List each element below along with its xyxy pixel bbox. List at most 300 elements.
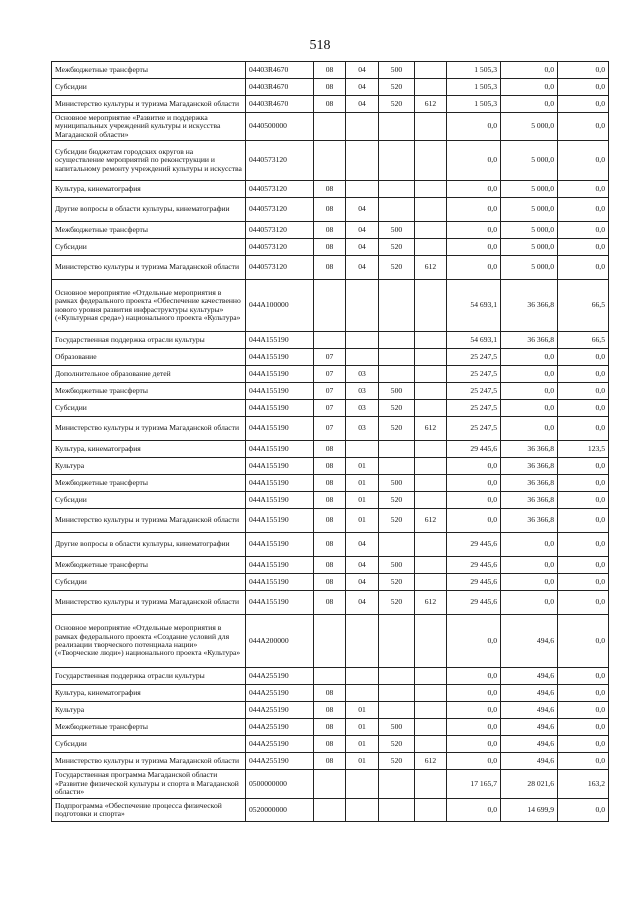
- row-subsection: 01: [346, 753, 379, 770]
- row-percent: 0,0: [558, 417, 609, 441]
- row-amount-1: 0,0: [447, 799, 501, 822]
- row-expense-type: 520: [379, 96, 415, 113]
- row-section: 07: [314, 400, 346, 417]
- row-subsection: 04: [346, 591, 379, 615]
- row-section: [314, 332, 346, 349]
- row-code: 044A155190: [246, 591, 314, 615]
- row-percent: 0,0: [558, 533, 609, 557]
- table-row: [52, 256, 609, 280]
- row-name: Субсидии: [52, 79, 246, 96]
- row-expense-type: 500: [379, 557, 415, 574]
- row-amount-2: 494,6: [501, 719, 558, 736]
- row-grbs: 612: [415, 509, 447, 533]
- table-row: [52, 349, 609, 366]
- table-row: [52, 702, 609, 719]
- row-code: 04403R4670: [246, 79, 314, 96]
- row-amount-2: 0,0: [501, 79, 558, 96]
- row-expense-type: 520: [379, 753, 415, 770]
- row-grbs: [415, 574, 447, 591]
- row-section: 08: [314, 441, 346, 458]
- row-name: Подпрограмма «Обеспечение процесса физической подготовки и спорта»: [52, 799, 246, 822]
- row-grbs: [415, 332, 447, 349]
- row-grbs: [415, 280, 447, 332]
- row-expense-type: [379, 770, 415, 799]
- row-expense-type: [379, 441, 415, 458]
- row-subsection: 03: [346, 400, 379, 417]
- row-grbs: [415, 366, 447, 383]
- row-subsection: 04: [346, 574, 379, 591]
- row-subsection: 04: [346, 96, 379, 113]
- row-code: 0500000000: [246, 770, 314, 799]
- table-row: [52, 557, 609, 574]
- row-expense-type: 520: [379, 417, 415, 441]
- table-row: [52, 280, 609, 332]
- row-subsection: 04: [346, 62, 379, 79]
- row-subsection: 01: [346, 702, 379, 719]
- row-subsection: 04: [346, 256, 379, 280]
- row-amount-2: 36 366,8: [501, 509, 558, 533]
- row-amount-1: 0,0: [447, 702, 501, 719]
- row-expense-type: [379, 332, 415, 349]
- row-section: [314, 770, 346, 799]
- row-code: 044A255190: [246, 702, 314, 719]
- row-name: Основное мероприятие «Отдельные мероприятия в рамках федерального проекта «Создание условий для реализации творческого потенциала нации» («Творческие люди») национального проекта «Культура»: [52, 615, 246, 668]
- row-amount-2: 36 366,8: [501, 441, 558, 458]
- row-name: Межбюджетные трансферты: [52, 383, 246, 400]
- row-section: 08: [314, 702, 346, 719]
- row-name: Основное мероприятие «Развитие и поддержка муниципальных учреждений культуры и искусства Магаданской области»: [52, 113, 246, 141]
- row-amount-1: 54 693,1: [447, 280, 501, 332]
- row-name: Межбюджетные трансферты: [52, 475, 246, 492]
- row-subsection: [346, 349, 379, 366]
- row-percent: 0,0: [558, 736, 609, 753]
- row-amount-1: 0,0: [447, 685, 501, 702]
- row-code: 044A155190: [246, 332, 314, 349]
- row-name: Основное мероприятие «Отдельные мероприятия в рамках федерального проекта «Обеспечение качественно нового уровня развития инфраструктуры культуры» («Культурная среда») национального проекта «Культура»: [52, 280, 246, 332]
- row-grbs: [415, 113, 447, 141]
- row-expense-type: [379, 181, 415, 198]
- row-expense-type: 520: [379, 492, 415, 509]
- row-grbs: 612: [415, 417, 447, 441]
- row-grbs: 612: [415, 256, 447, 280]
- row-expense-type: 500: [379, 383, 415, 400]
- row-amount-2: 494,6: [501, 685, 558, 702]
- row-amount-1: 25 247,5: [447, 417, 501, 441]
- row-amount-1: 0,0: [447, 198, 501, 222]
- table-body: [52, 62, 609, 822]
- budget-table: [51, 61, 609, 822]
- row-amount-2: 36 366,8: [501, 475, 558, 492]
- row-grbs: [415, 668, 447, 685]
- row-code: 044A255190: [246, 685, 314, 702]
- row-amount-1: 25 247,5: [447, 383, 501, 400]
- row-percent: 0,0: [558, 79, 609, 96]
- table-row: [52, 113, 609, 141]
- row-subsection: 03: [346, 366, 379, 383]
- row-code: 044A155190: [246, 574, 314, 591]
- row-amount-2: 5 000,0: [501, 198, 558, 222]
- row-section: 08: [314, 719, 346, 736]
- row-grbs: [415, 736, 447, 753]
- row-subsection: 04: [346, 222, 379, 239]
- row-code: 044A155190: [246, 557, 314, 574]
- row-amount-1: 0,0: [447, 719, 501, 736]
- row-amount-2: 494,6: [501, 736, 558, 753]
- table-row: [52, 383, 609, 400]
- row-percent: 0,0: [558, 366, 609, 383]
- row-expense-type: [379, 533, 415, 557]
- row-section: 08: [314, 96, 346, 113]
- row-expense-type: [379, 702, 415, 719]
- row-section: 07: [314, 366, 346, 383]
- row-amount-2: 0,0: [501, 557, 558, 574]
- row-name: Образование: [52, 349, 246, 366]
- row-expense-type: [379, 799, 415, 822]
- row-subsection: [346, 141, 379, 181]
- row-code: 0440573120: [246, 198, 314, 222]
- row-section: [314, 615, 346, 668]
- row-name: Государственная поддержка отрасли культуры: [52, 332, 246, 349]
- row-percent: 66,5: [558, 332, 609, 349]
- row-percent: 0,0: [558, 492, 609, 509]
- row-grbs: [415, 181, 447, 198]
- row-amount-1: 0,0: [447, 256, 501, 280]
- row-grbs: [415, 198, 447, 222]
- row-code: 0440573120: [246, 222, 314, 239]
- row-name: Министерство культуры и туризма Магаданской области: [52, 417, 246, 441]
- row-section: [314, 113, 346, 141]
- row-section: 08: [314, 574, 346, 591]
- row-grbs: [415, 239, 447, 256]
- row-subsection: 03: [346, 417, 379, 441]
- table-row: [52, 400, 609, 417]
- row-expense-type: 500: [379, 222, 415, 239]
- row-grbs: [415, 492, 447, 509]
- row-section: 08: [314, 181, 346, 198]
- row-grbs: [415, 383, 447, 400]
- row-percent: 0,0: [558, 113, 609, 141]
- row-expense-type: 520: [379, 509, 415, 533]
- row-grbs: [415, 441, 447, 458]
- row-code: 044A155190: [246, 349, 314, 366]
- row-expense-type: [379, 685, 415, 702]
- table-row: [52, 239, 609, 256]
- row-section: [314, 799, 346, 822]
- table-row: [52, 475, 609, 492]
- row-amount-1: 0,0: [447, 615, 501, 668]
- row-expense-type: 520: [379, 400, 415, 417]
- row-expense-type: 520: [379, 591, 415, 615]
- row-amount-1: 54 693,1: [447, 332, 501, 349]
- row-amount-2: 36 366,8: [501, 332, 558, 349]
- row-name: Государственная программа Магаданской области «Развитие физической культуры и спорта в Магаданской области»: [52, 770, 246, 799]
- table-row: [52, 591, 609, 615]
- row-amount-1: 17 165,7: [447, 770, 501, 799]
- row-amount-2: 5 000,0: [501, 113, 558, 141]
- row-percent: 0,0: [558, 239, 609, 256]
- row-percent: 0,0: [558, 557, 609, 574]
- row-amount-2: 0,0: [501, 349, 558, 366]
- row-section: 07: [314, 417, 346, 441]
- row-section: 08: [314, 509, 346, 533]
- row-code: 044A255190: [246, 753, 314, 770]
- row-expense-type: 500: [379, 62, 415, 79]
- row-grbs: [415, 222, 447, 239]
- table-row: [52, 492, 609, 509]
- row-percent: 0,0: [558, 383, 609, 400]
- row-subsection: [346, 332, 379, 349]
- row-grbs: [415, 141, 447, 181]
- row-subsection: 04: [346, 557, 379, 574]
- row-code: 044A155190: [246, 366, 314, 383]
- row-expense-type: [379, 113, 415, 141]
- row-grbs: [415, 475, 447, 492]
- table-row: [52, 458, 609, 475]
- row-code: 044A255190: [246, 719, 314, 736]
- row-grbs: [415, 458, 447, 475]
- row-amount-2: 36 366,8: [501, 280, 558, 332]
- row-amount-2: 36 366,8: [501, 492, 558, 509]
- row-section: 08: [314, 591, 346, 615]
- row-section: 08: [314, 533, 346, 557]
- table-row: [52, 685, 609, 702]
- row-subsection: [346, 280, 379, 332]
- row-expense-type: 520: [379, 79, 415, 96]
- row-percent: 0,0: [558, 475, 609, 492]
- row-name: Межбюджетные трансферты: [52, 62, 246, 79]
- row-amount-1: 29 445,6: [447, 441, 501, 458]
- table-row: [52, 770, 609, 799]
- row-name: Межбюджетные трансферты: [52, 222, 246, 239]
- row-percent: 0,0: [558, 222, 609, 239]
- table-row: [52, 62, 609, 79]
- row-name: Субсидии: [52, 239, 246, 256]
- row-section: 08: [314, 753, 346, 770]
- row-amount-1: 29 445,6: [447, 533, 501, 557]
- row-grbs: [415, 557, 447, 574]
- row-section: 08: [314, 256, 346, 280]
- table-row: [52, 799, 609, 822]
- row-code: 044A155190: [246, 383, 314, 400]
- row-percent: 0,0: [558, 141, 609, 181]
- row-subsection: [346, 113, 379, 141]
- row-amount-1: 0,0: [447, 475, 501, 492]
- row-percent: 0,0: [558, 685, 609, 702]
- row-section: 07: [314, 383, 346, 400]
- row-amount-1: 0,0: [447, 668, 501, 685]
- row-subsection: 04: [346, 79, 379, 96]
- row-subsection: 03: [346, 383, 379, 400]
- table-row: [52, 574, 609, 591]
- row-name: Другие вопросы в области культуры, кинематографии: [52, 198, 246, 222]
- row-amount-2: 5 000,0: [501, 239, 558, 256]
- row-section: 07: [314, 349, 346, 366]
- row-amount-1: 0,0: [447, 113, 501, 141]
- row-expense-type: 520: [379, 736, 415, 753]
- row-percent: 0,0: [558, 458, 609, 475]
- row-code: 0520000000: [246, 799, 314, 822]
- row-name: Другие вопросы в области культуры, кинематографии: [52, 533, 246, 557]
- table-row: [52, 509, 609, 533]
- row-amount-2: 0,0: [501, 96, 558, 113]
- row-percent: 0,0: [558, 198, 609, 222]
- row-name: Министерство культуры и туризма Магаданской области: [52, 256, 246, 280]
- row-expense-type: [379, 280, 415, 332]
- row-percent: 66,5: [558, 280, 609, 332]
- row-amount-2: 0,0: [501, 383, 558, 400]
- row-code: 044A155190: [246, 400, 314, 417]
- row-name: Субсидии бюджетам городских округов на осуществление мероприятий по реконструкции и капитальному ремонту учреждений культуры и искусства: [52, 141, 246, 181]
- row-amount-2: 5 000,0: [501, 141, 558, 181]
- row-section: 08: [314, 198, 346, 222]
- table-row: [52, 141, 609, 181]
- table-row: [52, 198, 609, 222]
- table-row: [52, 181, 609, 198]
- row-name: Межбюджетные трансферты: [52, 557, 246, 574]
- row-percent: 0,0: [558, 62, 609, 79]
- row-percent: 0,0: [558, 256, 609, 280]
- row-amount-2: 5 000,0: [501, 181, 558, 198]
- row-amount-2: 5 000,0: [501, 256, 558, 280]
- row-subsection: 01: [346, 719, 379, 736]
- row-grbs: [415, 615, 447, 668]
- row-code: 044A200000: [246, 615, 314, 668]
- row-expense-type: 500: [379, 475, 415, 492]
- row-amount-1: 1 505,3: [447, 79, 501, 96]
- row-code: 044A155190: [246, 441, 314, 458]
- table-row: [52, 736, 609, 753]
- row-amount-1: 0,0: [447, 141, 501, 181]
- row-name: Министерство культуры и туризма Магаданской области: [52, 96, 246, 113]
- row-name: Министерство культуры и туризма Магаданской области: [52, 591, 246, 615]
- table-row: [52, 668, 609, 685]
- row-code: 044A155190: [246, 492, 314, 509]
- row-subsection: 01: [346, 492, 379, 509]
- row-section: 08: [314, 475, 346, 492]
- row-amount-2: 494,6: [501, 702, 558, 719]
- row-subsection: [346, 615, 379, 668]
- row-grbs: [415, 533, 447, 557]
- row-expense-type: 500: [379, 719, 415, 736]
- row-code: 044A155190: [246, 533, 314, 557]
- row-code: 04403R4670: [246, 96, 314, 113]
- row-code: 044A155190: [246, 509, 314, 533]
- row-subsection: [346, 441, 379, 458]
- row-percent: 0,0: [558, 96, 609, 113]
- row-subsection: [346, 181, 379, 198]
- row-amount-1: 1 505,3: [447, 96, 501, 113]
- row-amount-1: 29 445,6: [447, 557, 501, 574]
- row-amount-2: 0,0: [501, 366, 558, 383]
- table-row: [52, 417, 609, 441]
- row-percent: 123,5: [558, 441, 609, 458]
- row-name: Субсидии: [52, 400, 246, 417]
- row-name: Культура, кинематография: [52, 181, 246, 198]
- row-expense-type: [379, 366, 415, 383]
- row-name: Культура, кинематография: [52, 441, 246, 458]
- row-code: 0440573120: [246, 239, 314, 256]
- row-grbs: 612: [415, 96, 447, 113]
- table-row: [52, 332, 609, 349]
- row-amount-2: 36 366,8: [501, 458, 558, 475]
- row-percent: 0,0: [558, 615, 609, 668]
- row-grbs: [415, 62, 447, 79]
- row-grbs: [415, 79, 447, 96]
- row-subsection: 04: [346, 533, 379, 557]
- row-code: 044A100000: [246, 280, 314, 332]
- row-code: 0440573120: [246, 256, 314, 280]
- row-section: 08: [314, 685, 346, 702]
- row-amount-1: 25 247,5: [447, 349, 501, 366]
- row-name: Государственная поддержка отрасли культуры: [52, 668, 246, 685]
- row-amount-2: 494,6: [501, 753, 558, 770]
- row-section: [314, 280, 346, 332]
- row-amount-2: 28 021,6: [501, 770, 558, 799]
- row-section: 08: [314, 79, 346, 96]
- row-percent: 0,0: [558, 509, 609, 533]
- row-amount-2: 0,0: [501, 400, 558, 417]
- row-amount-1: 0,0: [447, 458, 501, 475]
- row-amount-1: 25 247,5: [447, 400, 501, 417]
- row-expense-type: 520: [379, 574, 415, 591]
- row-subsection: [346, 770, 379, 799]
- table-row: [52, 366, 609, 383]
- row-name: Субсидии: [52, 736, 246, 753]
- row-amount-2: 0,0: [501, 574, 558, 591]
- row-amount-1: 0,0: [447, 181, 501, 198]
- table-row: [52, 222, 609, 239]
- row-subsection: [346, 685, 379, 702]
- row-name: Министерство культуры и туризма Магаданской области: [52, 509, 246, 533]
- table-row: [52, 441, 609, 458]
- row-amount-1: 0,0: [447, 239, 501, 256]
- row-name: Субсидии: [52, 574, 246, 591]
- row-amount-1: 0,0: [447, 753, 501, 770]
- row-amount-1: 0,0: [447, 222, 501, 239]
- row-subsection: 01: [346, 475, 379, 492]
- row-section: 08: [314, 736, 346, 753]
- row-expense-type: [379, 198, 415, 222]
- row-percent: 0,0: [558, 349, 609, 366]
- row-code: 044A155190: [246, 475, 314, 492]
- row-amount-2: 0,0: [501, 591, 558, 615]
- table-row: [52, 753, 609, 770]
- row-name: Министерство культуры и туризма Магаданской области: [52, 753, 246, 770]
- row-percent: 0,0: [558, 574, 609, 591]
- row-grbs: [415, 349, 447, 366]
- row-expense-type: 520: [379, 239, 415, 256]
- row-section: 08: [314, 458, 346, 475]
- row-grbs: [415, 799, 447, 822]
- row-code: 044A255190: [246, 736, 314, 753]
- row-name: Культура: [52, 702, 246, 719]
- row-subsection: 04: [346, 198, 379, 222]
- row-amount-1: 0,0: [447, 736, 501, 753]
- row-section: 08: [314, 239, 346, 256]
- row-percent: 0,0: [558, 799, 609, 822]
- row-amount-2: 0,0: [501, 417, 558, 441]
- row-grbs: [415, 400, 447, 417]
- row-expense-type: [379, 615, 415, 668]
- row-grbs: [415, 719, 447, 736]
- row-grbs: 612: [415, 591, 447, 615]
- row-expense-type: 520: [379, 256, 415, 280]
- row-section: 08: [314, 492, 346, 509]
- row-percent: 0,0: [558, 702, 609, 719]
- row-percent: 163,2: [558, 770, 609, 799]
- row-expense-type: [379, 141, 415, 181]
- row-percent: 0,0: [558, 181, 609, 198]
